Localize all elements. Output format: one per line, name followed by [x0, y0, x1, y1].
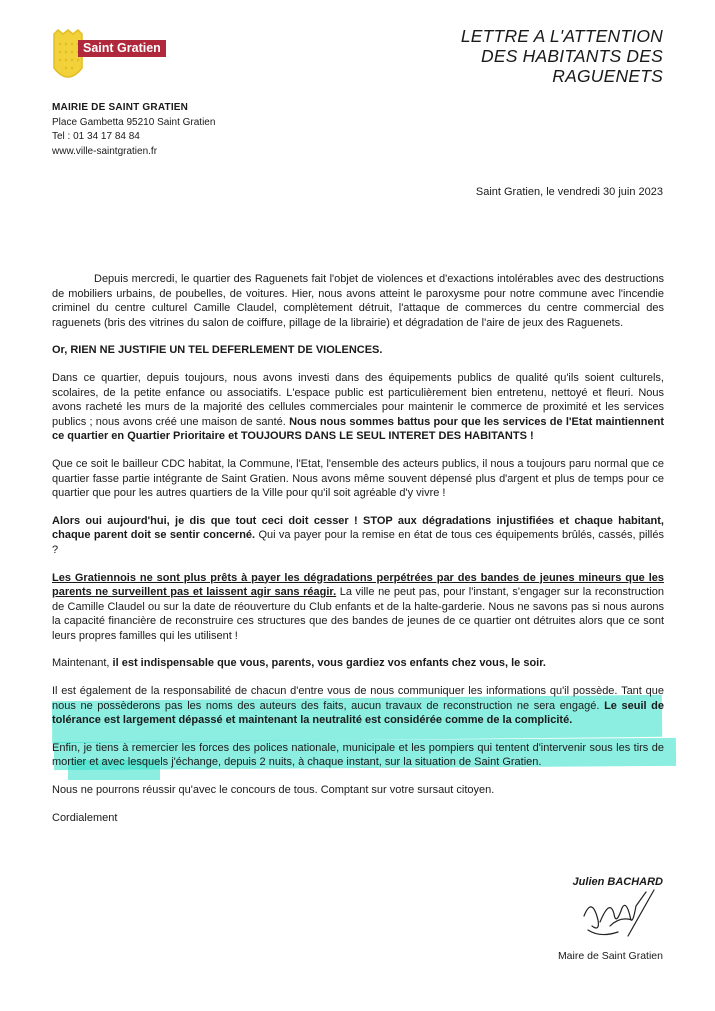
paragraph-9: Enfin, je tiens à remercier les forces des polices nationale, municipale et les pompiers qui tentent d'intervenir sous les tirs de mortier et avec lesquels j'échange, depuis 2 nuits, à chaque instant, sur la situation de Saint Gratien. [52, 741, 664, 769]
paragraph-text: Dans ce quartier, depuis toujours, nous avons investi dans des équipements publics de qualité qu'ils soient culturels, scolaires, de la petite enfance ou associatifs. L'espace public est particulièrement bien entretenu, nettoyé et fleuri. Nous avons racheté les murs de la majorité des cellules commerciales pour maintenir le commerce de proximité et les services publics ; nous avons créé une maison de santé. [52, 371, 664, 428]
handwritten-signature [570, 886, 662, 942]
paragraph-7 [52, 656, 664, 671]
org-name: MAIRIE DE SAINT GRATIEN [52, 102, 189, 113]
title-line: LETTRE A L'ATTENTION [460, 26, 663, 46]
paragraph-text: La ville ne peut pas, pour l'instant, s'engager sur la reconstruction de Camille Claudel ou sur la date de réouverture du Club enfants et de la halte-garderie. Nous ne savons pas si nous aurons la capacité financière de reconstruire ces structures que des bandes de jeunes de ce quartier ont détruites alors que ce sont leurs propres familles qui les utilisent ! [52, 586, 665, 642]
emphasis-text: il est indispensable que vous, parents, vous gardiez vos enfants chez vous, le soir. [112, 657, 546, 670]
signatory-role: Maire de Saint Gratien [557, 950, 663, 962]
website-line: www.ville-saintgratien.fr [52, 145, 158, 157]
letter-body [52, 272, 664, 838]
paragraph-6 [52, 571, 664, 644]
city-logo [50, 28, 174, 90]
title-line: DES HABITANTS DES [481, 46, 663, 66]
address-line: Place Gambetta 95210 Saint Gratien [52, 116, 216, 128]
paragraph-8 [52, 684, 664, 728]
emphasis-text: Alors oui aujourd'hui, je dis que tout ceci doit cesser ! STOP aux dégradations injustifiées et chaque habitant, chaque parent doit se sentir concerné. [52, 514, 664, 542]
underlined-emphasis: Les Gratiennois ne sont plus prêts à payer les dégradations perpétrées par des bandes de jeunes mineurs que les parents ne surveillent pas et laissent agir sans réagir. [52, 571, 664, 599]
letter-date: Saint Gratien, le vendredi 30 juin 2023 [475, 186, 663, 198]
paragraph-5 [52, 514, 664, 558]
paragraph-text: Il est également de la responsabilité de chacun d'entre vous de nous communiquer les informations qu'il possède. Tant que nous ne possèderons pas les noms des auteurs des faits, aucun travaux de reconstruction ne sera engagé. [52, 685, 664, 712]
phone-line: Tel : 01 34 17 84 84 [52, 131, 140, 142]
paragraph-3 [52, 371, 664, 444]
emphasis-text: Or, RIEN NE JUSTIFIE UN TEL DEFERLEMENT DE VIOLENCES. [52, 344, 383, 357]
paragraph-1: Depuis mercredi, le quartier des Raguenets fait l'objet de violences et d'exactions intolérables avec des destructions de mobiliers urbains, de poubelles, de voitures. Hier, nous avons atteint le paroxysme pour notre commune avec l'incendie criminel du centre culturel Camille Claudel, complètement détruit, l'attaque de commerces du centre commercial des raguenets (bris des vitrines du salon de coiffure, pillage de la librairie) et dégradation de l'aire de jeux des Raguenets. [52, 273, 664, 329]
closing: Cordialement [52, 811, 118, 824]
paragraph-4: Que ce soit le bailleur CDC habitat, la Commune, l'Etat, l'ensemble des acteurs publics, il nous a toujours paru normal que ce quartier fasse partie intégrante de Saint Gratien. Nous avons même souvent dépensé plus d'argent et plus de temps pour ce quartier que pour les autres quartiers de la Ville pour qu'il soit agréable d'y vivre ! [52, 457, 664, 500]
emphasis-text: Le seuil de tolérance est largement dépassé et maintenant la neutralité est considérée comme de la complicité. [52, 699, 665, 727]
sender-address [52, 101, 215, 159]
letter-title [461, 26, 663, 86]
paragraph-2 [52, 343, 664, 358]
paragraph-text: Qui va payer pour la remise en état de tous ces équipements brûlés, cassés, pillés ? [52, 529, 664, 556]
emphasis-text: Nous nous sommes battus pour que les services de l'Etat maintiennent ce quartier en Quartier Prioritaire et TOUJOURS DANS LE SEUL INTERET DES HABITANTS ! [52, 415, 664, 443]
paragraph-10: Nous ne pourrons réussir qu'avec le concours de tous. Comptant sur votre sursaut citoyen. [52, 784, 495, 797]
title-line: RAGUENETS [552, 66, 663, 86]
paragraph-text: Maintenant, [52, 657, 110, 670]
signatory-name: Julien BACHARD [572, 876, 663, 888]
crest-icon [50, 28, 90, 88]
logo-text: Saint Gratien [78, 40, 166, 57]
